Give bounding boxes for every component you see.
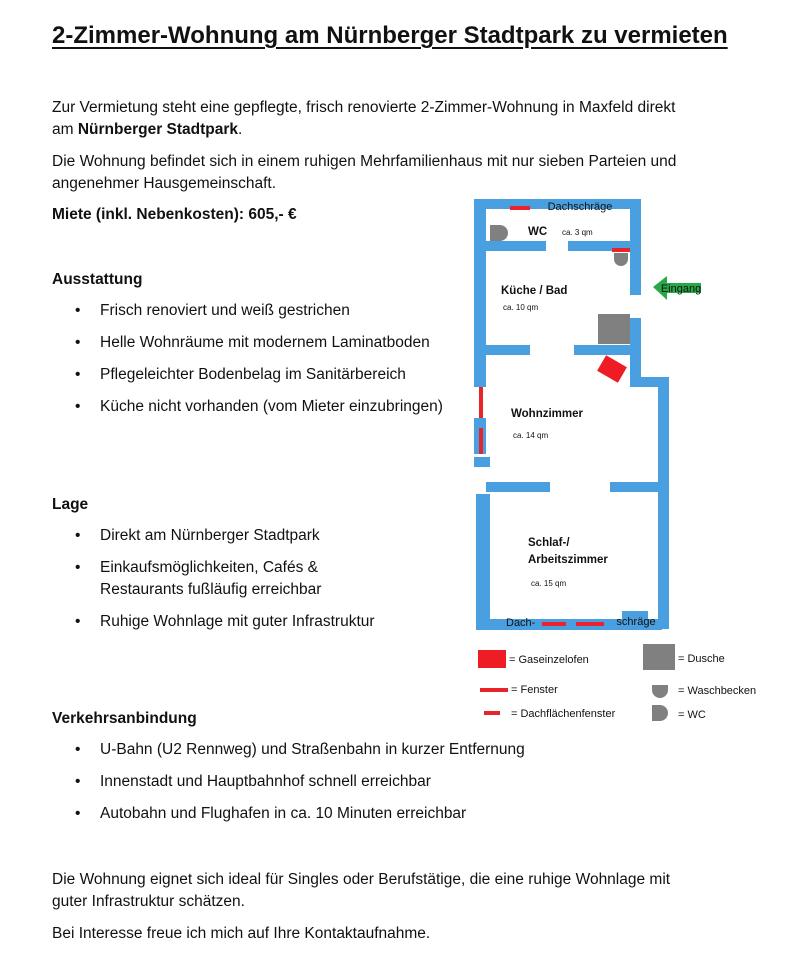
page-title: 2-Zimmer-Wohnung am Nürnberger Stadtpark zu vermieten (52, 22, 728, 49)
list-item-continuation: Restaurants fußläufig erreichbar (100, 581, 322, 598)
intro-line-1: Zur Vermietung steht eine gepflegte, frisch renovierte 2-Zimmer-Wohnung in Maxfeld direkt (52, 99, 676, 116)
window-bottom-2 (576, 622, 604, 626)
equipment-heading: Ausstattung (52, 271, 143, 288)
wall-bed-2 (610, 482, 658, 492)
wc-size: ca. 3 qm (562, 228, 593, 237)
intro-line-2: am Nürnberger Stadtpark. (52, 121, 243, 138)
equipment-list (52, 300, 443, 418)
list-item: • Pflegeleichter Bodenbelag im Sanitärbereich (52, 364, 443, 386)
wall-right-middle (630, 318, 641, 380)
wall-right-upper (630, 199, 641, 295)
wall-left-stub (474, 457, 490, 467)
list-item: • Innenstadt und Hauptbahnhof schnell erreichbar (52, 771, 525, 793)
house-line-2: angenehmer Hausgemeinschaft. (52, 175, 277, 192)
wall-kitchen-1 (486, 345, 530, 355)
list-item: • Frisch renoviert und weiß gestrichen (52, 300, 443, 322)
wall-left-upper (474, 199, 486, 387)
legend (478, 644, 756, 721)
wall-bed-1 (486, 482, 550, 492)
toilet-icon (490, 225, 508, 241)
legend-toilet-icon (652, 705, 668, 721)
legend-skylight-label: = Dachflächenfenster (511, 708, 616, 720)
wc-label: WC (528, 226, 548, 238)
list-item: • Autobahn und Flughafen in ca. 10 Minuten erreichbar (52, 803, 525, 825)
bedroom-label-1: Schlaf-/ (528, 537, 570, 549)
legend-heater-label: = Gaseinzelofen (509, 654, 589, 666)
legend-toilet-label: = WC (678, 709, 706, 721)
stadtpark-bold: Nürnberger Stadtpark (77, 121, 239, 138)
entrance-label: Eingang (660, 283, 702, 295)
transport-list (52, 739, 525, 825)
legend-sink-icon (652, 685, 668, 698)
location-list (52, 525, 375, 633)
wall-kitchen-2 (574, 345, 630, 355)
legend-heater-icon (478, 650, 506, 668)
list-item: • U-Bahn (U2 Rennweg) und Straßenbahn in kurzer Entfernung (52, 739, 525, 761)
house-line-1: Die Wohnung befindet sich in einem ruhigen Mehrfamilienhaus mit nur sieben Parteien und (52, 153, 677, 170)
floor-plan (470, 195, 770, 730)
location-heading: Lage (52, 496, 89, 513)
window-bottom-1 (542, 622, 566, 626)
legend-window-icon (480, 688, 508, 692)
wall-left-lower (476, 494, 490, 630)
closing-line-1: Die Wohnung eignet sich ideal für Singles oder Berufstätige, die eine ruhige Wohnlage mit (52, 871, 671, 888)
living-size: ca. 14 qm (513, 431, 549, 440)
list-item: • Einkaufsmöglichkeiten, Cafés & (52, 557, 375, 579)
sink-icon (614, 253, 628, 266)
skylight-wc (612, 248, 630, 252)
shower-icon (598, 314, 630, 344)
rent-info: Miete (inkl. Nebenkosten): 605,- € (52, 206, 297, 223)
bedroom-label-2: Arbeitszimmer (528, 554, 608, 566)
closing-line-3: Bei Interesse freue ich mich auf Ihre Kontaktaufnahme. (52, 925, 431, 942)
bedroom-size: ca. 15 qm (531, 579, 567, 588)
window-living-1 (479, 387, 483, 418)
legend-skylight-icon (484, 711, 500, 715)
window-living-2 (479, 428, 483, 454)
living-label: Wohnzimmer (511, 408, 583, 420)
kitchen-size: ca. 10 qm (503, 303, 539, 312)
list-item: • Ruhige Wohnlage mit guter Infrastruktur (52, 611, 375, 633)
gas-heater-icon (597, 355, 627, 383)
list-item: • Helle Wohnräume mit modernem Laminatboden (52, 332, 443, 354)
list-item: • Küche nicht vorhanden (vom Mieter einzubringen) (52, 396, 443, 418)
kitchen-label: Küche / Bad (501, 285, 568, 297)
dach-left-label: Dach- (506, 617, 536, 629)
wall-wc-1 (486, 241, 546, 251)
closing-line-2: guter Infrastruktur schätzen. (52, 893, 245, 910)
dach-right-label: schräge (616, 616, 656, 628)
skylight-top (510, 206, 530, 210)
wall-right-lower (658, 377, 669, 629)
transport-heading: Verkehrsanbindung (52, 710, 197, 727)
dachschraege-top-label: Dachschräge (547, 201, 613, 213)
legend-shower-label: = Dusche (678, 653, 725, 665)
legend-window-label: = Fenster (511, 684, 558, 696)
legend-sink-label: = Waschbecken (678, 685, 757, 697)
list-item: • Direkt am Nürnberger Stadtpark (52, 525, 375, 547)
legend-shower-icon (643, 644, 675, 670)
